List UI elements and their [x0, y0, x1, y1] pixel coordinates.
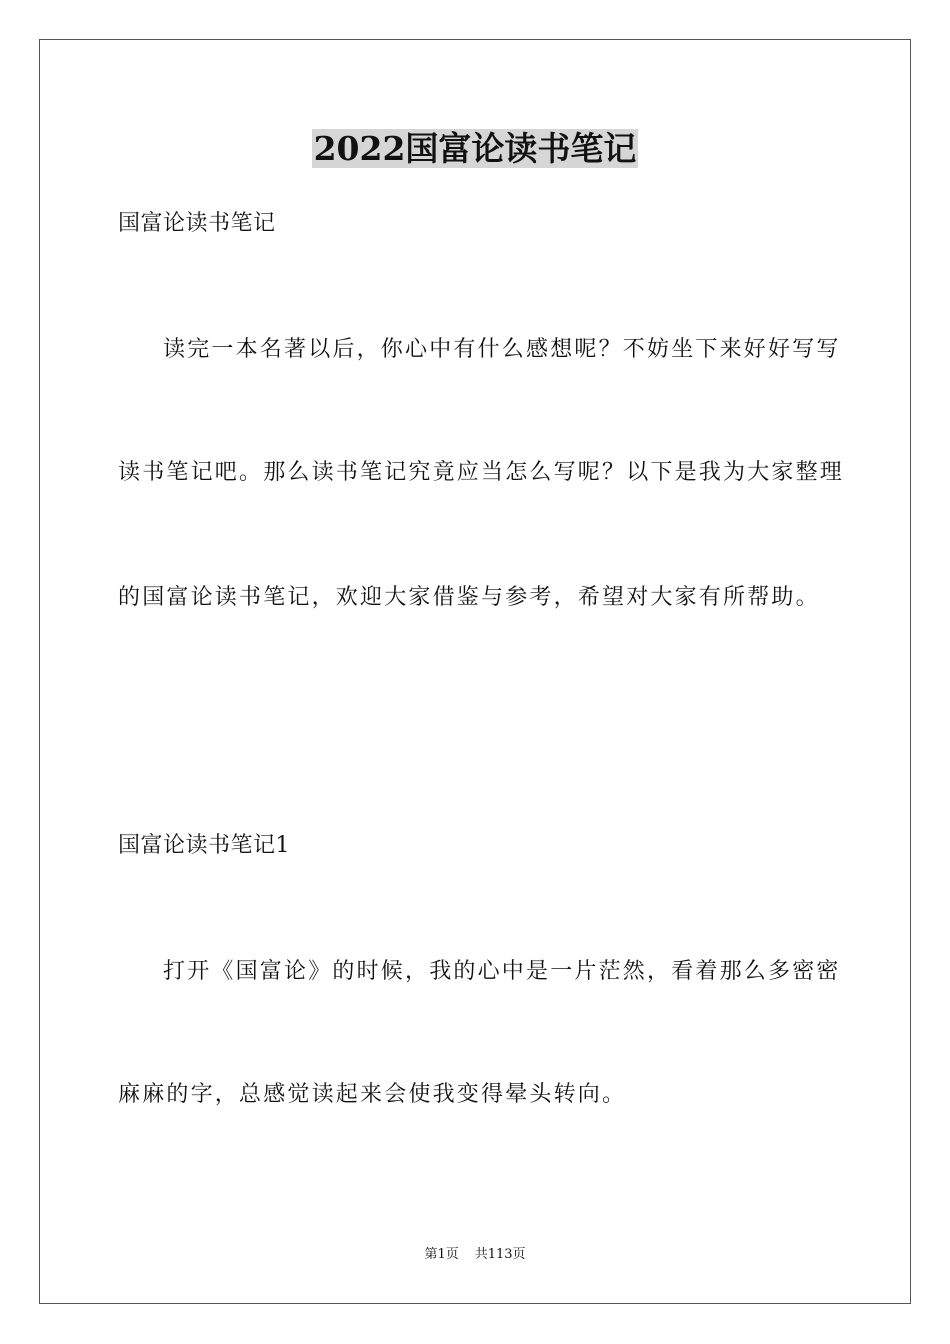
page-footer [0, 1246, 950, 1264]
paragraph-line: 的国富论读书笔记，欢迎大家借鉴与参考，希望对大家有所帮助。 [118, 585, 820, 610]
page-number: 第1页 [424, 1247, 459, 1262]
section-heading: 国富论读书笔记 [118, 211, 276, 236]
total-pages: 共113页 [474, 1247, 526, 1262]
document-title-text: 2022国富论读书笔记 [313, 129, 637, 168]
paragraph-line: 读书笔记吧。那么读书笔记究竟应当怎么写呢？以下是我为大家整理 [118, 460, 845, 485]
paragraph-line: 打开《国富论》的时候，我的心中是一片茫然，看着那么多密密 [163, 959, 841, 984]
paragraph-line: 读完一本名著以后，你心中有什么感想呢？不妨坐下来好好写写 [163, 337, 841, 362]
paragraph-line: 麻麻的字，总感觉读起来会使我变得晕头转向。 [118, 1082, 627, 1107]
document-title [0, 127, 950, 171]
section-heading: 国富论读书笔记1 [118, 833, 290, 858]
